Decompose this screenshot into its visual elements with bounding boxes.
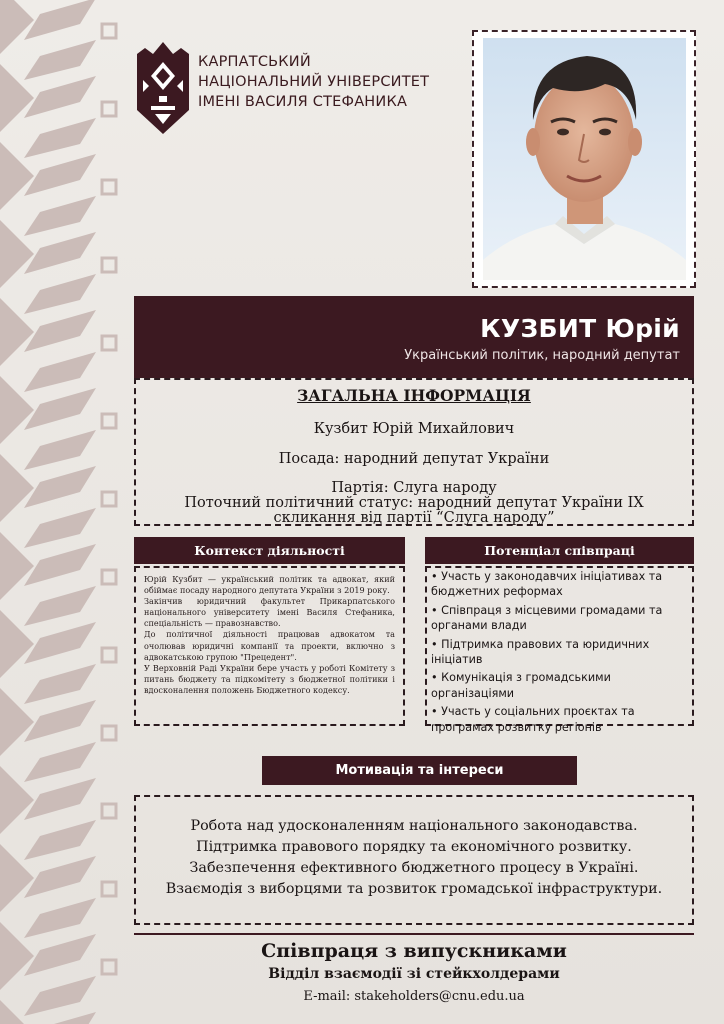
- footer-department: Відділ взаємодії зі стейкхолдерами: [268, 966, 560, 982]
- ornament-motif: [0, 610, 116, 704]
- list-item: • Участь у законодавчих ініціативах та бюджетних реформах: [431, 570, 663, 599]
- ornament-motif: [0, 376, 116, 470]
- general-info-heading: ЗАГАЛЬНА ІНФОРМАЦІЯ: [297, 386, 531, 405]
- motivation-box: [134, 795, 694, 925]
- list-item-text: Співпраця з місцевими громадами та органами влади: [431, 603, 663, 633]
- list-item: • Підтримка правових та юридичних ініціатив: [431, 637, 650, 667]
- list-item-text: Участь у соціальних проєктах та програмах розвитку регіонів: [431, 705, 635, 734]
- divider: [134, 933, 694, 935]
- ornament-motif: [0, 0, 116, 80]
- university-emblem-icon: [137, 40, 189, 136]
- ornament-motif: [0, 142, 116, 236]
- list-item: • Комунікація з громадськими організаціями: [431, 671, 611, 700]
- list-item: • Співпраця з місцевими громадами та органами влади: [431, 603, 663, 633]
- name-banner: [134, 296, 694, 378]
- ornament-motif: [0, 532, 116, 626]
- list-item-text: Підтримка правових та юридичних ініціатив: [431, 637, 650, 667]
- footer-email[interactable]: E-mail: stakeholders@cnu.edu.ua: [303, 989, 525, 1004]
- full-name: Кузбит Юрій Михайлович: [313, 421, 515, 437]
- ornament-motif: [0, 688, 116, 782]
- potential-list: [427, 568, 692, 735]
- footer-title: Співпраця з випускниками: [261, 940, 567, 962]
- potential-box: [425, 566, 694, 734]
- potential-heading: Потенціал співпраці: [425, 537, 694, 564]
- context-text: [136, 568, 403, 696]
- motivation-line: Підтримка правового порядку та економічного розвитку.: [196, 839, 632, 855]
- person-name: КУЗБИТ Юрій: [480, 314, 680, 343]
- ornament-motif: [0, 844, 116, 938]
- list-item-text: Комунікація з громадськими організаціями: [431, 671, 611, 700]
- ornament-motif: [0, 454, 116, 548]
- motivation-line: Забезпечення ефективного бюджетного процесу в Україні.: [189, 860, 639, 876]
- context-heading: Контекст діяльності: [134, 537, 405, 564]
- motivation-line: Взаємодія з виборцями та розвиток громадської інфраструктури.: [165, 881, 663, 897]
- motivation-heading: Мотивація та інтереси: [262, 756, 577, 785]
- ornament-motif: [0, 766, 116, 860]
- context-paragraph: Закінчив юридичний факультет Прикарпатського національного університету імені Василя Стефаника, спеціальність — правознавство.: [144, 596, 395, 629]
- list-item: • Участь у соціальних проєктах та програмах розвитку регіонів: [431, 705, 635, 734]
- ornament-motif: [0, 298, 116, 392]
- list-item-text: Участь у законодавчих ініціативах та бюджетних реформах: [431, 570, 663, 599]
- ornament-motif: [0, 64, 116, 158]
- university-name-line: КАРПАТСЬКИЙ: [198, 54, 311, 70]
- general-info-box: [134, 378, 694, 526]
- portrait-photo: [483, 38, 686, 280]
- context-paragraph: Юрій Кузбит — український політик та адвокат, який обіймає посаду народного депутата України з 2019 року.: [144, 574, 395, 596]
- ornament-motif: [0, 922, 116, 1016]
- context-paragraph: У Верховній Раді України бере участь у роботі Комітету з питань бюджету та підкомітету з бюджетної політики і вдосконалення положень Бюджетного кодексу.: [144, 662, 395, 695]
- context-paragraph: До політичної діяльності працював адвокатом та очолював юридичні компанії та проекти, включно з адвокатською групою "Прецедент".: [144, 629, 395, 662]
- portrait-frame: [472, 30, 696, 288]
- folk-ornament: [0, 0, 130, 1024]
- university-name-line: ІМЕНІ ВАСИЛЯ СТЕФАНИКА: [198, 94, 408, 110]
- context-box: [134, 566, 405, 726]
- position: Посада: народний депутат України: [278, 451, 550, 467]
- person-role: Український політик, народний депутат: [404, 348, 680, 363]
- ornament-motif: [0, 220, 116, 314]
- university-name: [198, 52, 429, 112]
- party: Партія: Слуга народу: [331, 480, 497, 496]
- political-status: Поточний політичний статус: народний депутат України IX скликання від партії “Слуга народу”: [184, 495, 644, 526]
- university-name-line: НАЦІОНАЛЬНИЙ УНІВЕРСИТЕТ: [198, 74, 430, 90]
- motivation-line: Робота над удосконаленням національного законодавства.: [190, 818, 638, 834]
